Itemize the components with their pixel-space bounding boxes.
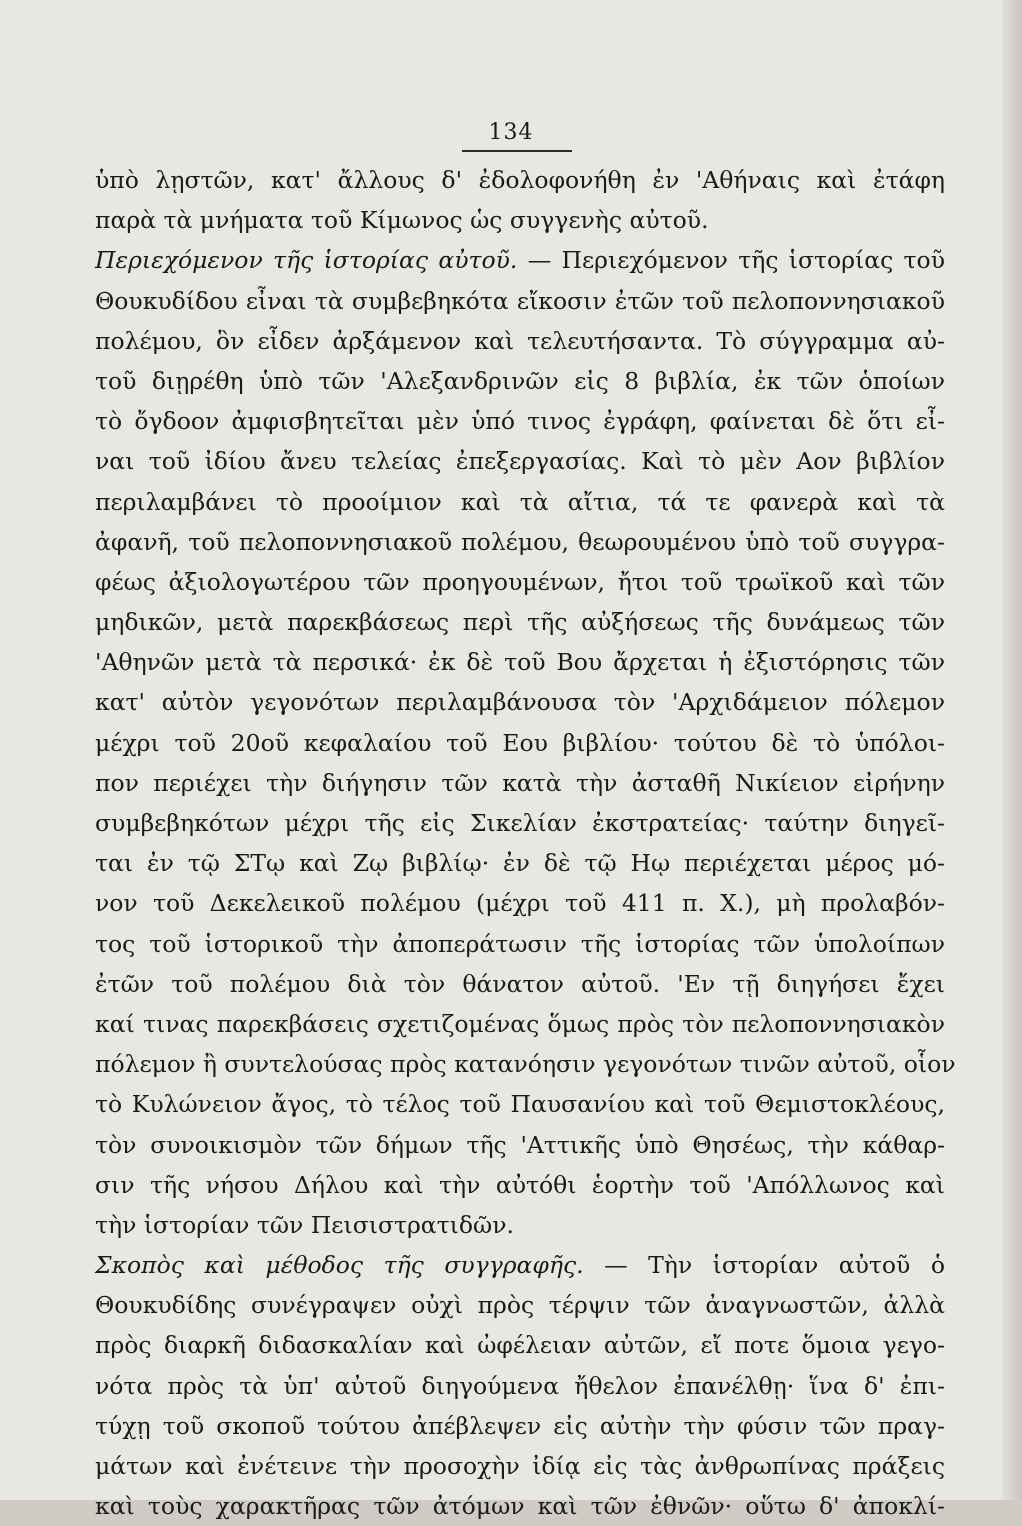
text-line <box>95 803 945 843</box>
line-text: τύχῃ τοῦ σκοποῦ τούτου ἀπέβλεψεν εἰς αὐτὴν τὴν φύσιν τῶν πραγ- <box>95 1411 945 1440</box>
text-line <box>95 1084 945 1124</box>
line-text: παρὰ τὰ μνήματα τοῦ Κίμωνος ὡς συγγενὴς αὐτοῦ. <box>95 206 709 235</box>
text-line <box>95 1366 945 1406</box>
line-text: τοῦ διῃρέθη ὑπὸ τῶν 'Αλεξανδρινῶν εἰς 8 βιβλία, ἐκ τῶν ὁποίων <box>95 366 945 395</box>
text-line <box>95 843 945 883</box>
line-text: μηδικῶν, μετὰ παρεκβάσεως περὶ τῆς αὐξήσεως τῆς δυνάμεως τῶν <box>95 608 945 637</box>
line-text: 'Αθηνῶν μετὰ τὰ περσικά· ἐκ δὲ τοῦ Βου ἄρχεται ἡ ἐξιστόρησις τῶν <box>95 648 945 677</box>
line-text: μέχρι τοῦ 20οῦ κεφαλαίου τοῦ Εου βιβλίου· τούτου δὲ τὸ ὑπόλοι- <box>95 728 945 757</box>
line-text: πολέμου, ὃν εἶδεν ἀρξάμενον καὶ τελευτήσαντα. Τὸ σύγγραμμα αὐ- <box>95 326 945 355</box>
line-text: ἐτῶν τοῦ πολέμου διὰ τὸν θάνατον αὐτοῦ. 'Εν τῇ διηγήσει ἔχει <box>95 969 945 998</box>
text-line <box>95 401 945 441</box>
text-line <box>95 1165 945 1205</box>
text-line <box>95 602 945 642</box>
text-line <box>95 883 945 923</box>
text-line <box>95 482 945 522</box>
line-text: τὴν ἱστορίαν τῶν Πεισιστρατιδῶν. <box>95 1210 514 1239</box>
text-line <box>95 1486 945 1526</box>
line-text: — Περιεχόμενον τῆς ἱστορίας τοῦ <box>527 246 945 275</box>
text-line <box>95 1044 956 1084</box>
page-edge-shadow <box>1002 0 1022 1500</box>
text-line <box>95 924 945 964</box>
text-line <box>95 562 945 602</box>
section-heading: Περιεχόμενον τῆς ἱστορίας αὐτοῦ. <box>95 246 518 275</box>
line-text: περιλαμβάνει τὸ προοίμιον καὶ τὰ αἴτια, τά τε φανερὰ καὶ τὰ <box>95 487 945 516</box>
body-text <box>95 160 956 1526</box>
text-line <box>95 1285 945 1325</box>
page-number: 134 <box>488 120 534 145</box>
line-text: πρὸς διαρκῆ διδασκαλίαν καὶ ὠφέλειαν αὐτῶν, εἴ ποτε ὅμοια γεγο- <box>95 1331 945 1360</box>
line-text: μάτων καὶ ἐνέτεινε τὴν προσοχὴν ἰδίᾳ εἰς τὰς ἀνθρωπίνας πράξεις <box>95 1452 945 1480</box>
line-text: πον περιέχει τὴν διήγησιν τῶν κατὰ τὴν ἀσταθῆ Νικίειον εἰρήνην <box>95 768 945 797</box>
line-text: Θουκυδίδου εἶναι τὰ συμβεβηκότα εἴκοσιν ἐτῶν τοῦ πελοποννησιακοῦ <box>95 286 945 315</box>
text-line <box>95 281 945 321</box>
line-text: τὸν συνοικισμὸν τῶν δήμων τῆς 'Αττικῆς ὑπὸ Θησέως, τὴν κάθαρ- <box>95 1130 945 1159</box>
line-text: φέως ἀξιολογωτέρου τῶν προηγουμένων, ἤτοι τοῦ τρωϊκοῦ καὶ τῶν <box>95 567 945 596</box>
line-text: ναι τοῦ ἰδίου ἄνευ τελείας ἐπεξεργασίας. Καὶ τὸ μὲν Αον βιβλίον <box>95 447 945 476</box>
text-line <box>95 200 945 240</box>
section-heading: Σκοπὸς καὶ μέθοδος τῆς συγγραφῆς. <box>95 1251 584 1280</box>
text-line <box>95 1406 945 1446</box>
text-line <box>95 160 945 200</box>
text-line <box>95 1245 945 1285</box>
line-text: τὸ Κυλώνειον ἄγος, τὸ τέλος τοῦ Παυσανίου καὶ τοῦ Θεμιστοκλέους, <box>95 1090 945 1119</box>
text-line <box>95 240 945 280</box>
page-number-rule <box>462 150 572 152</box>
text-line <box>95 1205 945 1245</box>
line-text: κατ' αὐτὸν γεγονότων περιλαμβάνουσα τὸν 'Αρχιδάμειον πόλεμον <box>95 688 945 717</box>
text-line <box>95 1004 945 1044</box>
text-line <box>95 1446 945 1486</box>
line-text: πόλεμον ἢ συντελούσας πρὸς κατανόησιν γεγονότων τινῶν αὐτοῦ, οἷον <box>95 1050 956 1079</box>
text-line <box>95 441 945 481</box>
line-text: τὸ ὄγδοον ἀμφισβητεῖται μὲν ὑπό τινος ἐγράφη, φαίνεται δὲ ὅτι εἶ- <box>95 407 945 436</box>
line-text: καὶ τοὺς χαρακτῆρας τῶν ἀτόμων καὶ τῶν ἐθνῶν· οὕτω δ' ἀποκλί- <box>95 1492 945 1521</box>
line-text: ται ἐν τῷ ΣΤῳ καὶ Ζῳ βιβλίῳ· ἐν δὲ τῷ Ηῳ περιέχεται μέρος μό- <box>95 849 945 878</box>
text-line <box>95 682 945 722</box>
line-text: τος τοῦ ἱστορικοῦ τὴν ἀποπεράτωσιν τῆς ἱστορίας τῶν ὑπολοίπων <box>95 929 945 958</box>
text-line <box>95 321 945 361</box>
text-line <box>95 763 945 803</box>
line-text: συμβεβηκότων μέχρι τῆς εἰς Σικελίαν ἐκστρατείας· ταύτην διηγεῖ- <box>95 809 945 837</box>
line-text: νον τοῦ Δεκελεικοῦ πολέμου (μέχρι τοῦ 411 π. Χ.), μὴ προλαβόν- <box>95 889 945 918</box>
line-text: σιν τῆς νήσου Δήλου καὶ τὴν αὐτόθι ἑορτὴν τοῦ 'Απόλλωνος καὶ <box>95 1170 945 1199</box>
line-text: ἀφανῆ, τοῦ πελοποννησιακοῦ πολέμου, θεωρουμένου ὑπὸ τοῦ συγγρα- <box>95 527 945 556</box>
line-text: — Τὴν ἱστορίαν αὐτοῦ ὁ <box>604 1251 945 1280</box>
text-line <box>95 1325 945 1365</box>
text-line <box>95 522 945 562</box>
text-line <box>95 723 945 763</box>
text-line <box>95 642 945 682</box>
text-line <box>95 361 945 401</box>
text-line <box>95 964 945 1004</box>
text-line <box>95 1125 945 1165</box>
line-text: νότα πρὸς τὰ ὑπ' αὐτοῦ διηγούμενα ἤθελον ἐπανέλθῃ· ἵνα δ' ἐπι- <box>95 1371 945 1400</box>
line-text: ὑπὸ λῃστῶν, κατ' ἄλλους δ' ἐδολοφονήθη ἐν 'Αθήναις καὶ ἐτάφη <box>95 166 945 194</box>
line-text: Θουκυδίδης συνέγραψεν οὐχὶ πρὸς τέρψιν τῶν ἀναγνωστῶν, ἀλλὰ <box>95 1291 945 1320</box>
line-text: καί τινας παρεκβάσεις σχετιζομένας ὅμως πρὸς τὸν πελοποννησιακὸν <box>95 1009 945 1038</box>
